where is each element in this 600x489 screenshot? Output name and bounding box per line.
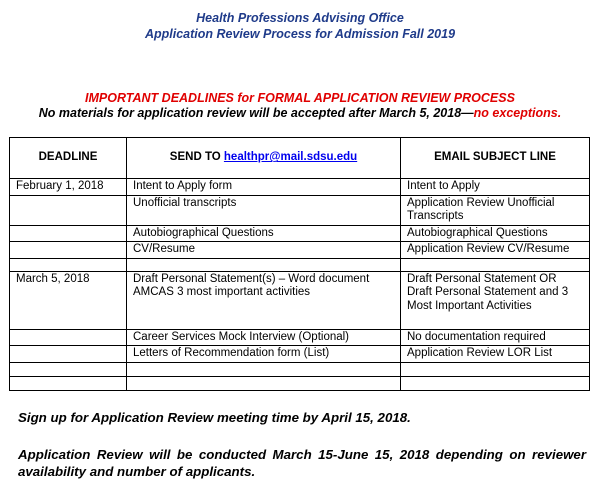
subject-cell: Application Review LOR List xyxy=(401,346,590,363)
item-cell: CV/Resume xyxy=(127,242,401,259)
subject-cell xyxy=(401,362,590,376)
item-cell: Career Services Mock Interview (Optional) xyxy=(127,329,401,346)
table-row xyxy=(10,179,590,196)
table-row xyxy=(10,271,590,329)
deadline-cell xyxy=(10,195,127,225)
subject-cell: Autobiographical Questions xyxy=(401,225,590,242)
deadline-cell: March 5, 2018 xyxy=(10,271,127,329)
deadline-column-header: DEADLINE xyxy=(10,138,127,179)
send-to-column-header xyxy=(127,138,401,179)
table-row xyxy=(10,362,590,376)
item-cell xyxy=(127,376,401,390)
item-cell: Draft Personal Statement(s) – Word document AMCAS 3 most important activities xyxy=(127,271,401,329)
subject-cell: Draft Personal Statement OR Draft Personal Statement and 3 Most Important Activities xyxy=(401,271,590,329)
review-period-note: Application Review will be conducted March 15-June 15, 2018 depending on reviewer availability and number of applicants. xyxy=(18,447,586,479)
important-title: IMPORTANT DEADLINES for FORMAL APPLICATION REVIEW PROCESS xyxy=(85,91,515,105)
table-row xyxy=(10,258,590,271)
item-cell: Intent to Apply form xyxy=(127,179,401,196)
table-row xyxy=(10,376,590,390)
document-header xyxy=(0,10,600,42)
subject-cell: Intent to Apply xyxy=(401,179,590,196)
table-row xyxy=(10,225,590,242)
deadline-cell xyxy=(10,376,127,390)
table-header-row xyxy=(10,138,590,179)
email-link[interactable]: healthpr@mail.sdsu.edu xyxy=(223,151,358,164)
signup-note: Sign up for Application Review meeting time by April 15, 2018. xyxy=(18,410,411,425)
table-row xyxy=(10,346,590,363)
deadline-cell xyxy=(10,362,127,376)
important-notice xyxy=(0,91,600,121)
deadline-cell: February 1, 2018 xyxy=(10,179,127,196)
deadline-cell xyxy=(10,225,127,242)
deadline-cell xyxy=(10,242,127,259)
subject-cell xyxy=(401,258,590,271)
deadlines-table xyxy=(9,137,590,391)
subject-cell: Application Review Unofficial Transcripts xyxy=(401,195,590,225)
deadline-cell xyxy=(10,346,127,363)
table-row xyxy=(10,195,590,225)
no-exceptions-text: no exceptions. xyxy=(473,106,562,120)
subject-cell: Application Review CV/Resume xyxy=(401,242,590,259)
office-title: Health Professions Advising Office xyxy=(196,11,404,25)
subject-column-header: EMAIL SUBJECT LINE xyxy=(401,138,590,179)
subject-cell: No documentation required xyxy=(401,329,590,346)
deadline-cell xyxy=(10,329,127,346)
important-subtitle-text: No materials for application review will be accepted after March 5, 2018— xyxy=(38,106,474,120)
process-title: Application Review Process for Admission Fall 2019 xyxy=(144,27,456,41)
table-row xyxy=(10,329,590,346)
send-to-label: SEND TO xyxy=(169,151,224,164)
item-cell: Letters of Recommendation form (List) xyxy=(127,346,401,363)
table-row xyxy=(10,242,590,259)
item-cell xyxy=(127,258,401,271)
item-cell: Autobiographical Questions xyxy=(127,225,401,242)
subject-cell xyxy=(401,376,590,390)
item-cell: Unofficial transcripts xyxy=(127,195,401,225)
item-cell xyxy=(127,362,401,376)
deadline-cell xyxy=(10,258,127,271)
important-subtitle xyxy=(0,106,600,121)
